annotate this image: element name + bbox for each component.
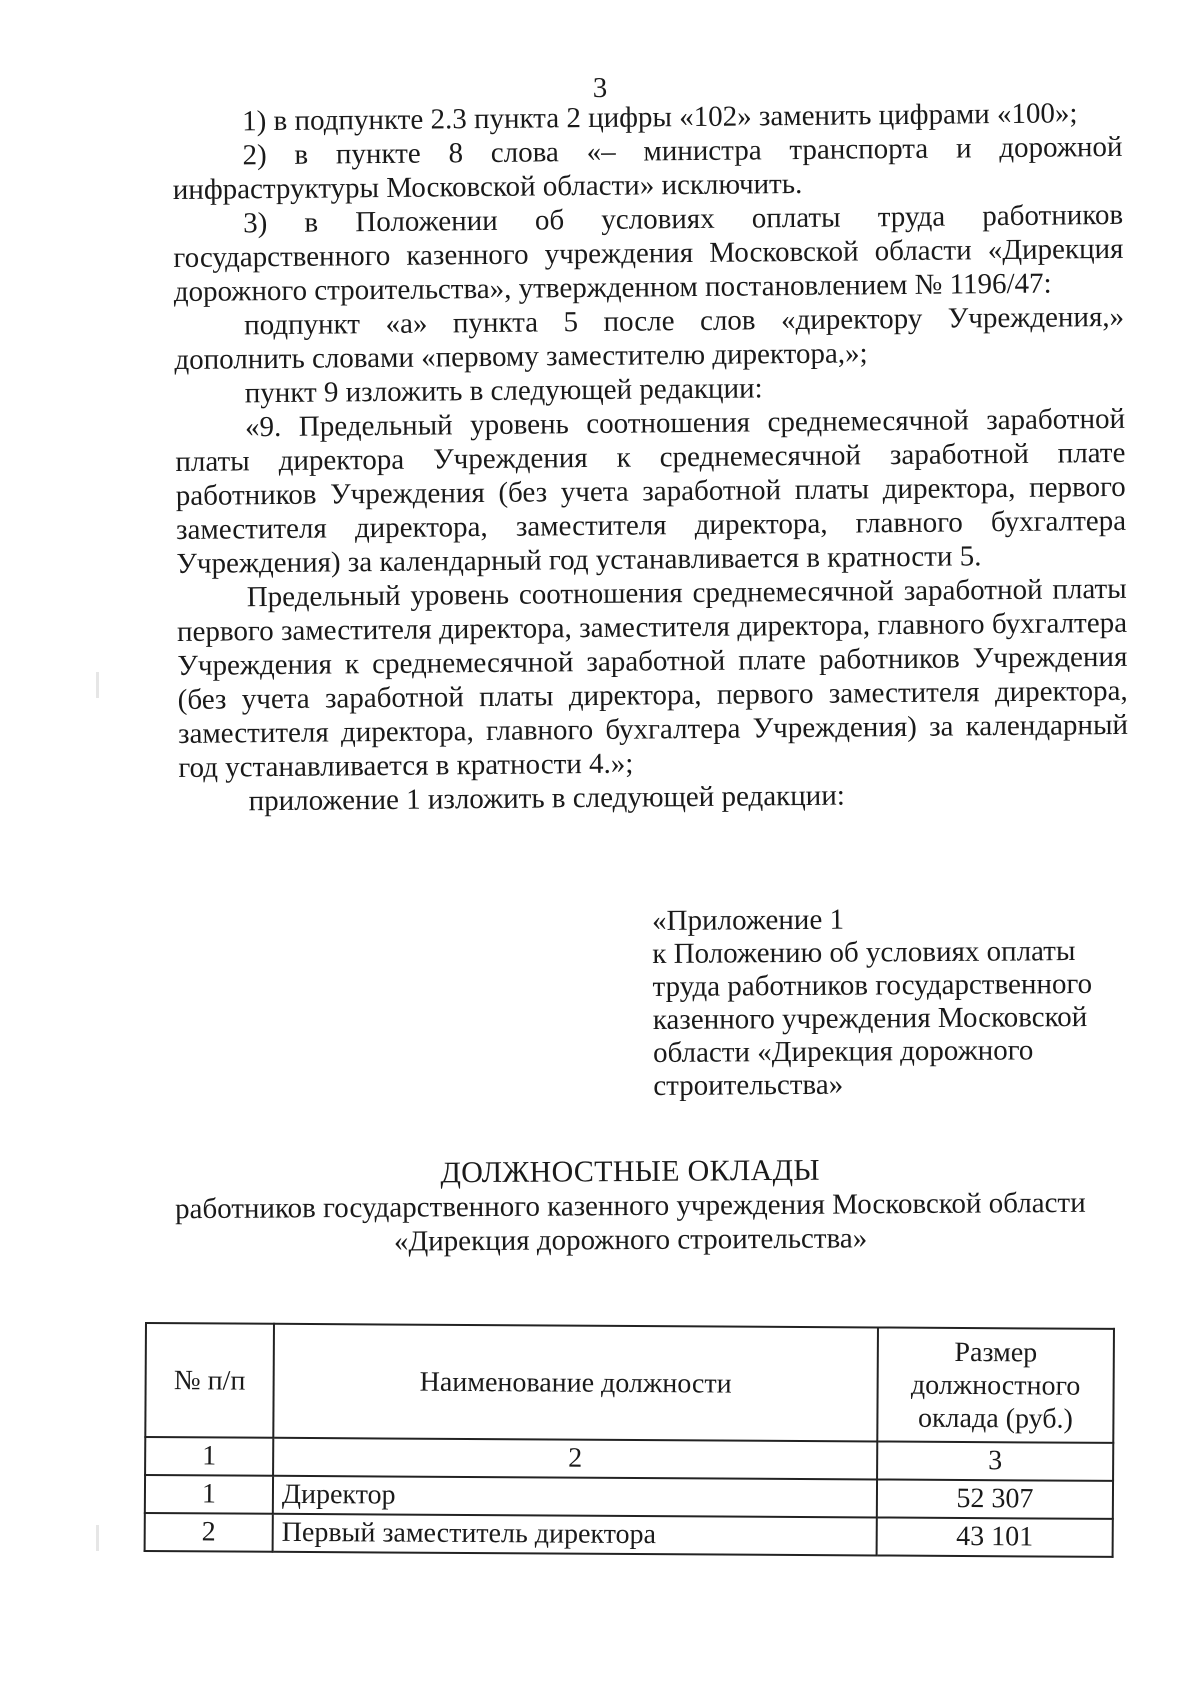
paragraph-item-3: 3) в Положении об условиях оплаты труда работников государственного казенного учреждения Московской области «Дирекция дорожного строительства», утвержденном постановлением № 1196/47: (173, 198, 1124, 308)
index-cell: 1 (145, 1437, 273, 1476)
heading-subtitle: работников государственного казенного учреждения Московской области (174, 1186, 1086, 1226)
appendix-line: области «Дирекция дорожного (652, 1034, 1034, 1069)
appendix-reference (652, 902, 1133, 1103)
paragraph-appendix-intro: приложение 1 изложить в следующей редакции: (248, 779, 845, 818)
scan-mark (96, 672, 99, 698)
header-number: № п/п (145, 1323, 274, 1438)
table-header-row (145, 1323, 1114, 1443)
paragraph-point-9-second: Предельный уровень соотношения среднемесячной заработной платы первого заместителя директора, заместителя директора, главного бухгалтера Учреждения к среднемесячной заработной плате работников Учреждения (без учета заработной платы директора, первого заместителя директора, заместителя директора, главного бухгалтера Учреждения) за календарный год устанавливается в кратности 4.»; (176, 572, 1129, 784)
index-cell: 3 (877, 1441, 1113, 1480)
header-position: Наименование должности (273, 1324, 878, 1442)
header-salary: Размер должностного оклада (руб.) (877, 1327, 1114, 1442)
amendment-text (172, 96, 1129, 819)
salary-heading (160, 1152, 1101, 1261)
appendix-line: к Положению об условиях оплаты (652, 935, 1076, 970)
row-position: Директор (273, 1476, 877, 1518)
scan-mark (96, 1525, 99, 1551)
paragraph-point-9-text: «9. Предельный уровень соотношения среднемесячной заработной платы директора Учреждения к среднемесячной заработной плате работников Учреждения (без учета заработной платы директора, первого заместителя директора, заместителя директора, главного бухгалтера Учреждения) за календарный год устанавливается в кратности 5. (175, 402, 1127, 580)
appendix-line: труда работников государственного (652, 967, 1093, 1003)
paragraph-item-1: 1) в подпункте 2.3 пункта 2 цифры «102» заменить цифрами «100»; (242, 97, 1078, 138)
appendix-line: «Приложение 1 (652, 903, 845, 937)
salary-table (144, 1322, 1115, 1558)
row-salary: 43 101 (877, 1517, 1113, 1556)
table-index-row (145, 1437, 1113, 1481)
appendix-line: строительства» (653, 1068, 844, 1102)
paragraph-point-9-intro: пункт 9 изложить в следующей редакции: (244, 372, 763, 410)
index-cell: 2 (273, 1438, 877, 1480)
row-position: Первый заместитель директора (273, 1514, 877, 1556)
heading-subtitle: «Дирекция дорожного строительства» (393, 1222, 868, 1258)
row-number: 1 (145, 1475, 273, 1514)
paragraph-subpoint-a: подпункт «а» пункта 5 после слов «директору Учреждения,» дополнить словами «первому заместителю директора,»; (174, 300, 1125, 376)
table-row (145, 1513, 1113, 1557)
paragraph-item-2: 2) в пункте 8 слова «– министра транспорта и дорожной инфраструктуры Московской области» исключить. (172, 130, 1123, 206)
appendix-line: казенного учреждения Московской (652, 1000, 1088, 1036)
heading-title: ДОЛЖНОСТНЫЕ ОКЛАДЫ (440, 1153, 820, 1190)
page-number: 3 (592, 72, 608, 104)
row-salary: 52 307 (877, 1479, 1113, 1518)
row-number: 2 (145, 1513, 273, 1552)
table-row (145, 1475, 1113, 1519)
